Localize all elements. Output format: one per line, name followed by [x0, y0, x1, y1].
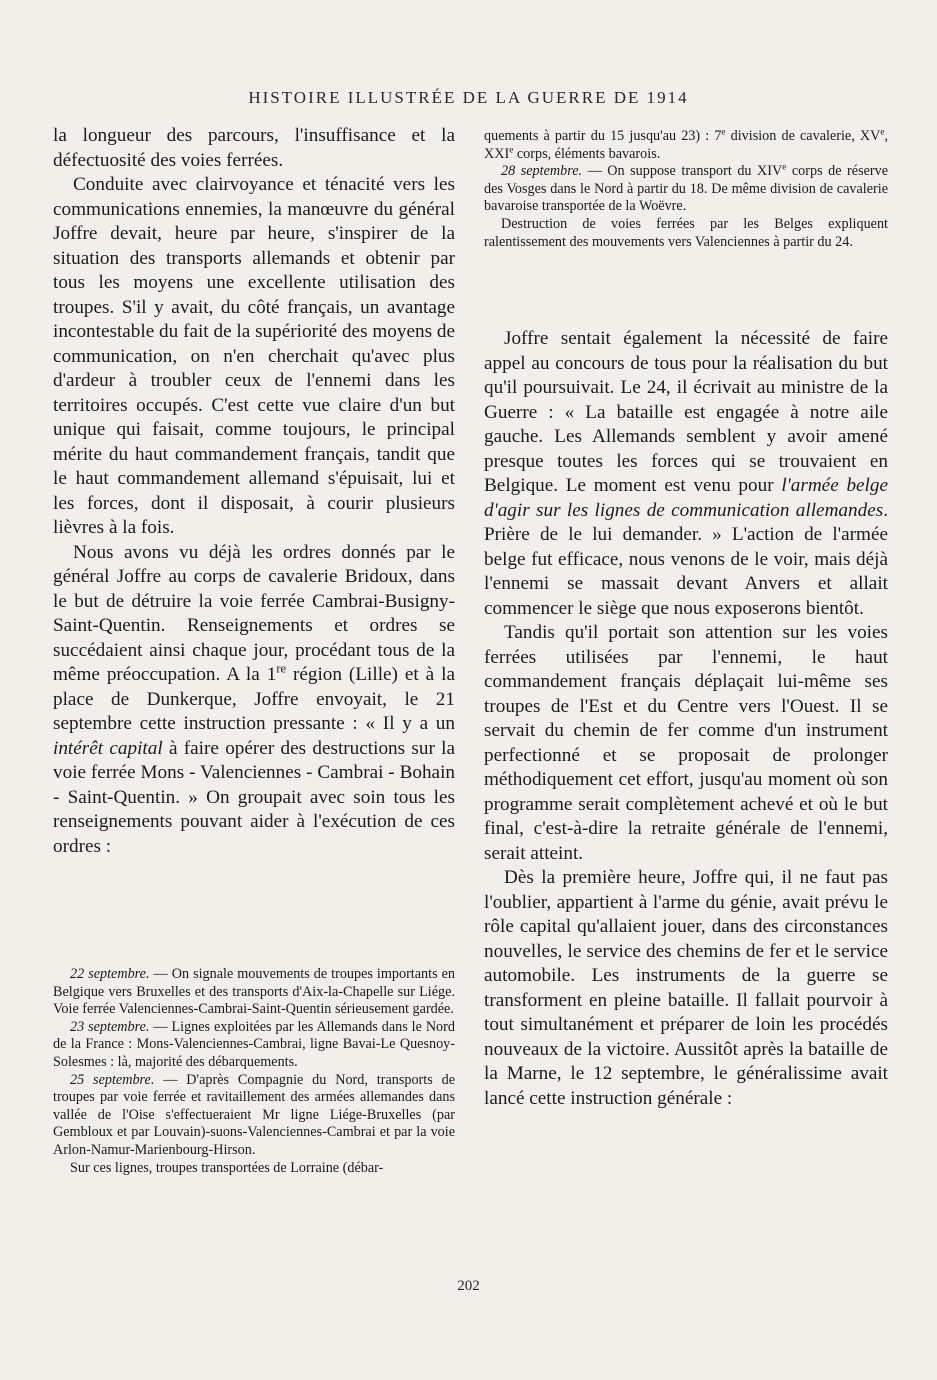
note-text: — D'après Compagnie du Nord, transports de troupes par voie ferrée et ravitaillement des armées allemandes dans vallée de l'Oise s'effectueraient Mr ligne Liége-Bruxelles (par Gembloux et par Louvain)-suons-Valenciennes-Cambrai et par la voie Arlon-Namur-Marienbourg-Hirson. — [53, 1071, 455, 1158]
right-column — [484, 327, 888, 1111]
left-p3-italic: intérêt capital — [53, 737, 163, 759]
left-paragraph-1: la longueur des parcours, l'insuffisance et la défectuosité des voies ferrées. — [53, 125, 455, 171]
left-p3-text-2: région (Lille) et à la place de Dunkerque, Joffre envoyait, le 21 septembre cette instruction pressante : « Il y a un — [53, 664, 455, 734]
right-p1-text-2: . Prière de le lui demander. » L'action de l'armée belge fut efficace, nous venons de le voir, mais déjà l'ennemi se massait devant Anvers et allait commencer le siège que nous exposerons bientôt. — [484, 499, 888, 619]
note-text: division de cavalerie, XV — [725, 128, 881, 144]
note-superscript: e — [782, 161, 787, 172]
left-paragraph-2: Conduite avec clairvoyance et ténacité vers les communications ennemies, la manœuvre du général Joffre devait, heure par heure, s'inspirer de la situation des transports allemands et obtenir par tous les moyens une excellente utilisation des troupes. S'il y avait, du côté français, un avantage incontestable du fait de la supériorité des moyens de communication, on n'en cherchait qu'avec plus d'ardeur à troubler ceux de l'ennemi dans les territoires occupés. C'est cette vue claire d'un but unique qui faisait, comme toujours, le principal mérite du haut commandement français, tandit que le haut commandement allemand s'épuisait, lui et les forces, dont il disposait, à courir plusieurs lièvres à la fois. — [53, 174, 455, 538]
left-p3-superscript: re — [276, 661, 287, 676]
left-paragraph-3 — [53, 541, 455, 860]
left-column — [53, 124, 455, 859]
right-paragraph-2: Tandis qu'il portait son attention sur les voies ferrées utilisées par l'ennemi, le haut commandement français déplaçait lui-même ses troupes de l'Est et du Centre vers l'Ouest. Il se servait du chemin de fer comme d'un instrument perfectionné et se proposait de prolonger méthodiquement cet effort, jusqu'au moment où son programme serait complètement achevé et où le but final, c'est-à-dire la retraite générale de l'ennemi, serait atteint. — [484, 622, 888, 864]
note-text: — Lignes exploitées par les Allemands dans le Nord de la France : Mons-Valenciennes-Cambrai, ligne Bavai-Le Quesnoy-Solesmes : là, majorité des débarquements. — [53, 1018, 455, 1070]
note-text: Sur ces lignes, troupes transportées de Lorraine (débar- — [70, 1159, 384, 1176]
note-25-septembre — [53, 1072, 455, 1160]
note-sur-ces-lignes — [53, 1160, 455, 1178]
note-text: — On signale mouvements de troupes importants en Belgique vers Bruxelles et des transports d'Aix-la-Chapelle sur Liége. Voie ferrée Valenciennes-Cambrai-Saint-Quentin sérieusement gardée. — [53, 966, 455, 1018]
right-notes — [484, 128, 888, 251]
left-notes — [53, 966, 455, 1177]
note-date: 23 septembre. — [70, 1018, 150, 1035]
note-superscript: e — [721, 126, 726, 137]
note-text: , XXI — [484, 128, 888, 162]
note-text: quements à partir du 15 jusqu'au 23) : 7 — [484, 128, 722, 144]
note-text: corps de réserve des Vosges dans le Nord à partir du 18. De même division de cavalerie bavaroise transportée de la Woëvre. — [484, 163, 889, 215]
note-28-septembre — [484, 163, 888, 216]
note-text: — On suppose transport du XIV — [582, 163, 783, 180]
left-p3-text-3: à faire opérer des destructions sur la voie ferrée Mons - Valenciennes - Cambrai - Bohain - Saint-Quentin. » On groupait avec soin tous les renseignements pouvant aider à l'exécution de ces ordres : — [53, 737, 455, 857]
page-number: 202 — [457, 1278, 480, 1294]
right-p1-italic: l'armée belge d'agir sur les lignes de communication allemandes — [484, 475, 888, 521]
note-23-septembre — [53, 1019, 455, 1072]
note-date: 22 septembre. — [70, 966, 150, 982]
note-superscript: e — [880, 126, 885, 137]
note-date: 28 septembre. — [501, 163, 583, 180]
left-p3-text-1: Nous avons vu déjà les ordres donnés par le général Joffre au corps de cavalerie Bridoux, dans le but de détruire la voie ferrée Cambrai-Busigny-Saint-Quentin. Renseignements et ordres se succédaient ainsi chaque jour, procédant tous de la même préoccupation. A la 1 — [53, 541, 455, 685]
note-destruction: Destruction de voies ferrées par les Belges expliquent ralentissement des mouvements vers Valenciennes à partir du 24. — [484, 215, 888, 250]
running-header: HISTOIRE ILLUSTRÉE DE LA GUERRE DE 1914 — [248, 88, 689, 107]
note-date: 25 septembre. — [70, 1071, 155, 1088]
right-p1-text-1: Joffre sentait également la nécessité de faire appel au concours de tous pour la réalisation du but qu'il poursuivait. Le 24, il écrivait au ministre de la Guerre : « La bataille est engagée à notre aile gauche. Les Allemands semblent y avoir amené presque toutes les forces qui se trouvaient en Belgique. Le moment est venu pour — [484, 328, 888, 496]
note-superscript: e — [509, 143, 514, 154]
note-text: corps, éléments bavarois. — [513, 145, 661, 162]
right-paragraph-1 — [484, 327, 888, 621]
note-22-septembre — [53, 966, 455, 1019]
right-paragraph-3: Dès la première heure, Joffre qui, il ne faut pas l'oublier, appartient à l'arme du génie, avait prévu le rôle capital qu'allaient jouer, dans des circonstances nouvelles, le service des chemins de fer et le service automobile. Les instruments de la guerre se transforment en pleine bataille. Il fallait pourvoir à tout simultanément et préparer de loin les procédés nouveaux de la victoire. Aussitôt après la bataille de la Marne, le 12 septembre, le généralissime avait lancé cette instruction générale : — [484, 867, 888, 1109]
note-continuation — [484, 128, 888, 163]
